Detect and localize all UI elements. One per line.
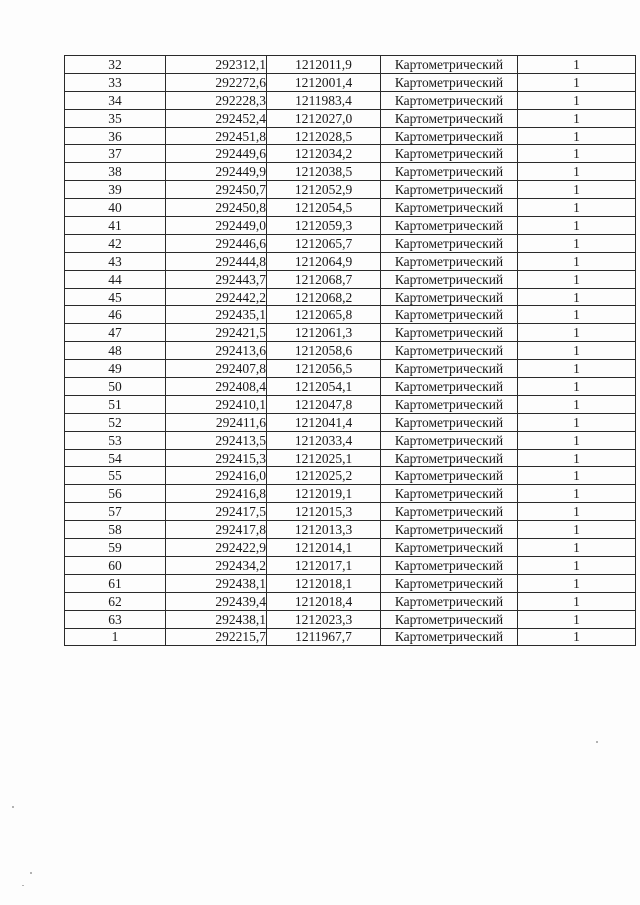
x-coordinate-cell: 292446,6 bbox=[166, 234, 267, 252]
y-coordinate-cell: 1212054,1 bbox=[267, 378, 381, 396]
x-coordinate-cell: 292435,1 bbox=[166, 306, 267, 324]
point-number-cell: 41 bbox=[65, 217, 166, 235]
accuracy-cell: 1 bbox=[518, 628, 636, 646]
y-coordinate-cell: 1212027,0 bbox=[267, 109, 381, 127]
accuracy-cell: 1 bbox=[518, 288, 636, 306]
table-row bbox=[65, 199, 636, 217]
accuracy-cell: 1 bbox=[518, 395, 636, 413]
scan-speck bbox=[12, 806, 14, 808]
method-cell: Картометрический bbox=[381, 145, 518, 163]
point-number-cell: 46 bbox=[65, 306, 166, 324]
point-number-cell: 57 bbox=[65, 503, 166, 521]
table-row bbox=[65, 592, 636, 610]
y-coordinate-cell: 1212018,4 bbox=[267, 592, 381, 610]
x-coordinate-cell: 292451,8 bbox=[166, 127, 267, 145]
x-coordinate-cell: 292449,6 bbox=[166, 145, 267, 163]
accuracy-cell: 1 bbox=[518, 56, 636, 74]
method-cell: Картометрический bbox=[381, 181, 518, 199]
x-coordinate-cell: 292443,7 bbox=[166, 270, 267, 288]
x-coordinate-cell: 292415,3 bbox=[166, 449, 267, 467]
point-number-cell: 47 bbox=[65, 324, 166, 342]
x-coordinate-cell: 292215,7 bbox=[166, 628, 267, 646]
table-row bbox=[65, 521, 636, 539]
method-cell: Картометрический bbox=[381, 395, 518, 413]
method-cell: Картометрический bbox=[381, 431, 518, 449]
point-number-cell: 45 bbox=[65, 288, 166, 306]
method-cell: Картометрический bbox=[381, 610, 518, 628]
accuracy-cell: 1 bbox=[518, 252, 636, 270]
y-coordinate-cell: 1212058,6 bbox=[267, 342, 381, 360]
x-coordinate-cell: 292438,1 bbox=[166, 574, 267, 592]
point-number-cell: 55 bbox=[65, 467, 166, 485]
point-number-cell: 52 bbox=[65, 413, 166, 431]
y-coordinate-cell: 1212033,4 bbox=[267, 431, 381, 449]
accuracy-cell: 1 bbox=[518, 270, 636, 288]
table-row bbox=[65, 288, 636, 306]
y-coordinate-cell: 1212052,9 bbox=[267, 181, 381, 199]
table-row bbox=[65, 91, 636, 109]
y-coordinate-cell: 1212068,7 bbox=[267, 270, 381, 288]
method-cell: Картометрический bbox=[381, 449, 518, 467]
method-cell: Картометрический bbox=[381, 521, 518, 539]
method-cell: Картометрический bbox=[381, 163, 518, 181]
x-coordinate-cell: 292407,8 bbox=[166, 360, 267, 378]
method-cell: Картометрический bbox=[381, 252, 518, 270]
table-row bbox=[65, 467, 636, 485]
table-row bbox=[65, 56, 636, 74]
method-cell: Картометрический bbox=[381, 539, 518, 557]
y-coordinate-cell: 1212018,1 bbox=[267, 574, 381, 592]
table-row bbox=[65, 109, 636, 127]
method-cell: Картометрический bbox=[381, 199, 518, 217]
accuracy-cell: 1 bbox=[518, 127, 636, 145]
table-row bbox=[65, 539, 636, 557]
x-coordinate-cell: 292413,5 bbox=[166, 431, 267, 449]
table-row bbox=[65, 252, 636, 270]
point-number-cell: 38 bbox=[65, 163, 166, 181]
x-coordinate-cell: 292228,3 bbox=[166, 91, 267, 109]
point-number-cell: 60 bbox=[65, 556, 166, 574]
accuracy-cell: 1 bbox=[518, 109, 636, 127]
x-coordinate-cell: 292450,8 bbox=[166, 199, 267, 217]
method-cell: Картометрический bbox=[381, 628, 518, 646]
accuracy-cell: 1 bbox=[518, 503, 636, 521]
y-coordinate-cell: 1212025,2 bbox=[267, 467, 381, 485]
method-cell: Картометрический bbox=[381, 109, 518, 127]
accuracy-cell: 1 bbox=[518, 360, 636, 378]
method-cell: Картометрический bbox=[381, 592, 518, 610]
table-row bbox=[65, 556, 636, 574]
table-row bbox=[65, 234, 636, 252]
method-cell: Картометрический bbox=[381, 342, 518, 360]
accuracy-cell: 1 bbox=[518, 91, 636, 109]
point-number-cell: 63 bbox=[65, 610, 166, 628]
point-number-cell: 37 bbox=[65, 145, 166, 163]
y-coordinate-cell: 1212054,5 bbox=[267, 199, 381, 217]
table-row bbox=[65, 395, 636, 413]
x-coordinate-cell: 292449,9 bbox=[166, 163, 267, 181]
table-row bbox=[65, 610, 636, 628]
x-coordinate-cell: 292422,9 bbox=[166, 539, 267, 557]
accuracy-cell: 1 bbox=[518, 73, 636, 91]
point-number-cell: 39 bbox=[65, 181, 166, 199]
method-cell: Картометрический bbox=[381, 127, 518, 145]
method-cell: Картометрический bbox=[381, 73, 518, 91]
point-number-cell: 54 bbox=[65, 449, 166, 467]
point-number-cell: 49 bbox=[65, 360, 166, 378]
accuracy-cell: 1 bbox=[518, 324, 636, 342]
y-coordinate-cell: 1212065,7 bbox=[267, 234, 381, 252]
table-row bbox=[65, 217, 636, 235]
x-coordinate-cell: 292434,2 bbox=[166, 556, 267, 574]
y-coordinate-cell: 1211967,7 bbox=[267, 628, 381, 646]
y-coordinate-cell: 1212038,5 bbox=[267, 163, 381, 181]
point-number-cell: 62 bbox=[65, 592, 166, 610]
method-cell: Картометрический bbox=[381, 217, 518, 235]
accuracy-cell: 1 bbox=[518, 539, 636, 557]
point-number-cell: 61 bbox=[65, 574, 166, 592]
y-coordinate-cell: 1212065,8 bbox=[267, 306, 381, 324]
x-coordinate-cell: 292452,4 bbox=[166, 109, 267, 127]
table-row bbox=[65, 163, 636, 181]
accuracy-cell: 1 bbox=[518, 145, 636, 163]
y-coordinate-cell: 1212056,5 bbox=[267, 360, 381, 378]
method-cell: Картометрический bbox=[381, 556, 518, 574]
x-coordinate-cell: 292444,8 bbox=[166, 252, 267, 270]
table-row bbox=[65, 145, 636, 163]
table-row bbox=[65, 378, 636, 396]
accuracy-cell: 1 bbox=[518, 342, 636, 360]
x-coordinate-cell: 292421,5 bbox=[166, 324, 267, 342]
x-coordinate-cell: 292416,8 bbox=[166, 485, 267, 503]
table-row bbox=[65, 413, 636, 431]
x-coordinate-cell: 292417,8 bbox=[166, 521, 267, 539]
point-number-cell: 34 bbox=[65, 91, 166, 109]
accuracy-cell: 1 bbox=[518, 467, 636, 485]
accuracy-cell: 1 bbox=[518, 217, 636, 235]
point-number-cell: 59 bbox=[65, 539, 166, 557]
x-coordinate-cell: 292439,4 bbox=[166, 592, 267, 610]
x-coordinate-cell: 292417,5 bbox=[166, 503, 267, 521]
table-row bbox=[65, 306, 636, 324]
x-coordinate-cell: 292450,7 bbox=[166, 181, 267, 199]
point-number-cell: 50 bbox=[65, 378, 166, 396]
point-number-cell: 35 bbox=[65, 109, 166, 127]
point-number-cell: 56 bbox=[65, 485, 166, 503]
accuracy-cell: 1 bbox=[518, 521, 636, 539]
point-number-cell: 42 bbox=[65, 234, 166, 252]
point-number-cell: 58 bbox=[65, 521, 166, 539]
table-row bbox=[65, 360, 636, 378]
accuracy-cell: 1 bbox=[518, 485, 636, 503]
point-number-cell: 32 bbox=[65, 56, 166, 74]
accuracy-cell: 1 bbox=[518, 199, 636, 217]
point-number-cell: 36 bbox=[65, 127, 166, 145]
table-row bbox=[65, 574, 636, 592]
accuracy-cell: 1 bbox=[518, 610, 636, 628]
accuracy-cell: 1 bbox=[518, 413, 636, 431]
y-coordinate-cell: 1212019,1 bbox=[267, 485, 381, 503]
y-coordinate-cell: 1212028,5 bbox=[267, 127, 381, 145]
x-coordinate-cell: 292272,6 bbox=[166, 73, 267, 91]
accuracy-cell: 1 bbox=[518, 449, 636, 467]
y-coordinate-cell: 1212014,1 bbox=[267, 539, 381, 557]
table-row bbox=[65, 628, 636, 646]
method-cell: Картометрический bbox=[381, 574, 518, 592]
point-number-cell: 40 bbox=[65, 199, 166, 217]
x-coordinate-cell: 292312,1 bbox=[166, 56, 267, 74]
y-coordinate-cell: 1212047,8 bbox=[267, 395, 381, 413]
accuracy-cell: 1 bbox=[518, 574, 636, 592]
method-cell: Картометрический bbox=[381, 91, 518, 109]
x-coordinate-cell: 292416,0 bbox=[166, 467, 267, 485]
coordinates-table-body bbox=[65, 56, 636, 646]
y-coordinate-cell: 1212064,9 bbox=[267, 252, 381, 270]
x-coordinate-cell: 292442,2 bbox=[166, 288, 267, 306]
y-coordinate-cell: 1212015,3 bbox=[267, 503, 381, 521]
y-coordinate-cell: 1212001,4 bbox=[267, 73, 381, 91]
x-coordinate-cell: 292449,0 bbox=[166, 217, 267, 235]
point-number-cell: 43 bbox=[65, 252, 166, 270]
accuracy-cell: 1 bbox=[518, 163, 636, 181]
method-cell: Картометрический bbox=[381, 503, 518, 521]
accuracy-cell: 1 bbox=[518, 556, 636, 574]
point-number-cell: 1 bbox=[65, 628, 166, 646]
y-coordinate-cell: 1212023,3 bbox=[267, 610, 381, 628]
y-coordinate-cell: 1212059,3 bbox=[267, 217, 381, 235]
accuracy-cell: 1 bbox=[518, 592, 636, 610]
x-coordinate-cell: 292413,6 bbox=[166, 342, 267, 360]
accuracy-cell: 1 bbox=[518, 181, 636, 199]
y-coordinate-cell: 1212025,1 bbox=[267, 449, 381, 467]
point-number-cell: 48 bbox=[65, 342, 166, 360]
y-coordinate-cell: 1212061,3 bbox=[267, 324, 381, 342]
point-number-cell: 53 bbox=[65, 431, 166, 449]
method-cell: Картометрический bbox=[381, 324, 518, 342]
accuracy-cell: 1 bbox=[518, 306, 636, 324]
accuracy-cell: 1 bbox=[518, 234, 636, 252]
x-coordinate-cell: 292411,6 bbox=[166, 413, 267, 431]
coordinates-table bbox=[64, 55, 636, 646]
y-coordinate-cell: 1212034,2 bbox=[267, 145, 381, 163]
table-row bbox=[65, 485, 636, 503]
method-cell: Картометрический bbox=[381, 467, 518, 485]
method-cell: Картометрический bbox=[381, 288, 518, 306]
x-coordinate-cell: 292408,4 bbox=[166, 378, 267, 396]
table-row bbox=[65, 270, 636, 288]
accuracy-cell: 1 bbox=[518, 378, 636, 396]
point-number-cell: 33 bbox=[65, 73, 166, 91]
method-cell: Картометрический bbox=[381, 485, 518, 503]
method-cell: Картометрический bbox=[381, 360, 518, 378]
method-cell: Картометрический bbox=[381, 234, 518, 252]
x-coordinate-cell: 292438,1 bbox=[166, 610, 267, 628]
point-number-cell: 51 bbox=[65, 395, 166, 413]
scan-speck bbox=[30, 872, 32, 874]
table-row bbox=[65, 449, 636, 467]
accuracy-cell: 1 bbox=[518, 431, 636, 449]
method-cell: Картометрический bbox=[381, 306, 518, 324]
scan-speck bbox=[596, 741, 598, 743]
method-cell: Картометрический bbox=[381, 56, 518, 74]
y-coordinate-cell: 1212013,3 bbox=[267, 521, 381, 539]
table-row bbox=[65, 73, 636, 91]
y-coordinate-cell: 1211983,4 bbox=[267, 91, 381, 109]
method-cell: Картометрический bbox=[381, 413, 518, 431]
y-coordinate-cell: 1212011,9 bbox=[267, 56, 381, 74]
y-coordinate-cell: 1212017,1 bbox=[267, 556, 381, 574]
point-number-cell: 44 bbox=[65, 270, 166, 288]
table-row bbox=[65, 324, 636, 342]
table-row bbox=[65, 127, 636, 145]
scan-speck bbox=[22, 885, 24, 886]
method-cell: Картометрический bbox=[381, 378, 518, 396]
table-row bbox=[65, 181, 636, 199]
y-coordinate-cell: 1212041,4 bbox=[267, 413, 381, 431]
table-row bbox=[65, 342, 636, 360]
table-row bbox=[65, 503, 636, 521]
x-coordinate-cell: 292410,1 bbox=[166, 395, 267, 413]
table-row bbox=[65, 431, 636, 449]
method-cell: Картометрический bbox=[381, 270, 518, 288]
y-coordinate-cell: 1212068,2 bbox=[267, 288, 381, 306]
